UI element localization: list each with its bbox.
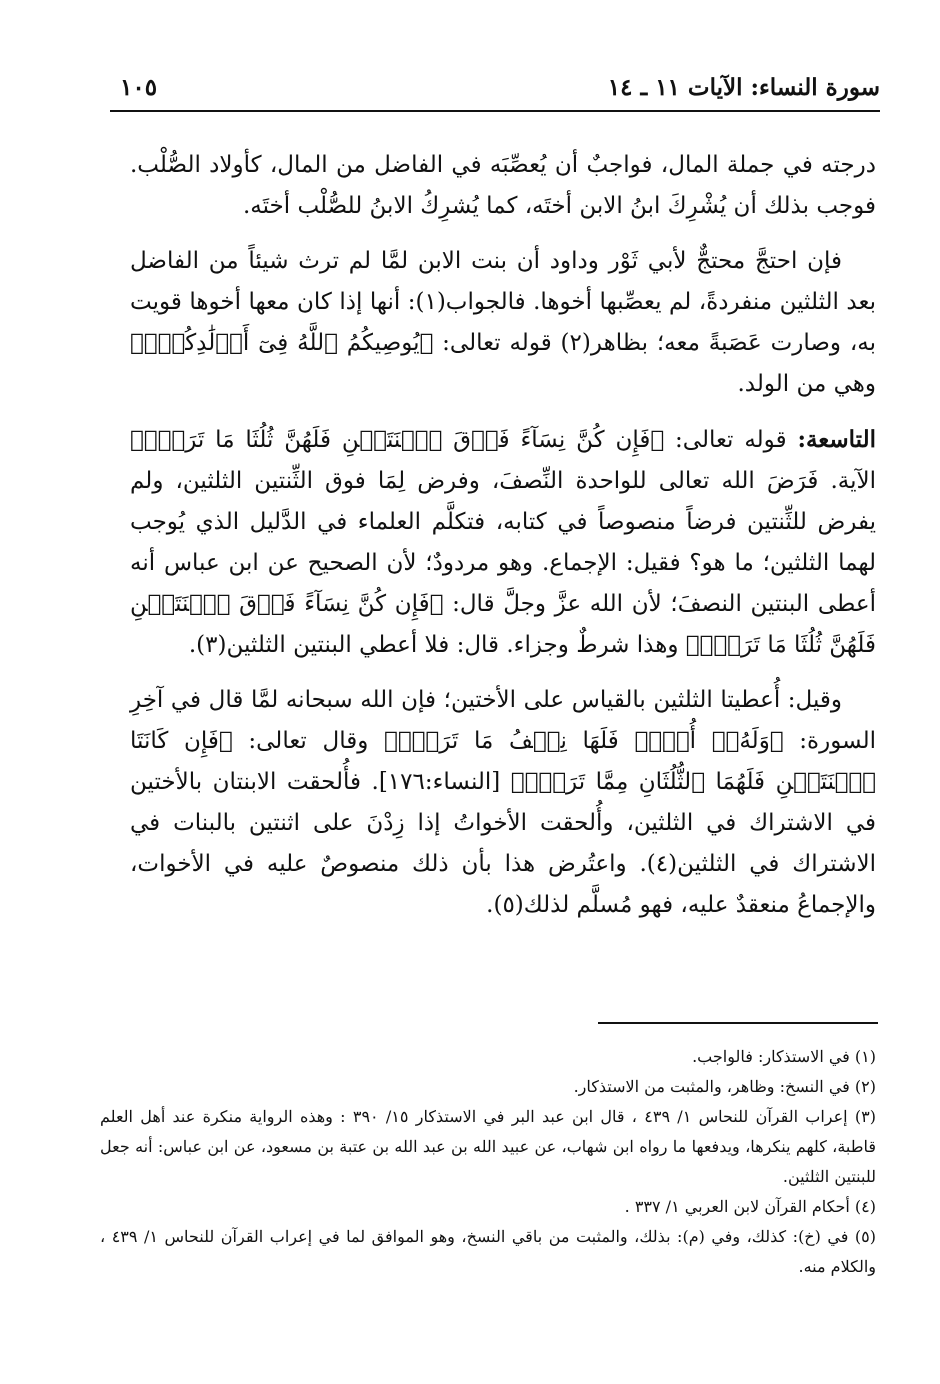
paragraph-1: درجته في جملة المال، فواجبٌ أن يُعصِّبَه في الفاضل من المال، كأولاد الصُّلْب. فوجب بذلك أن يُشْرِكَ ابنُ الابن أختَه، كما يُشرِكُ الابنُ للصُّلْب أختَه.: [130, 152, 876, 219]
footnotes: [100, 1042, 876, 1282]
paragraph-2: فإن احتجَّ محتجٌّ لأبي ثَوْر وداود أن بنت الابن لمَّا لم ترث شيئاً من الفاضل بعد الثلثين منفردةً، لم يعصِّبها أخوها. فالجواب(١): أنها إذا كان معها أخوها قويت به، وصارت عَصَبةً معه؛ بظاهر(٢) قوله تعالى: ﴿يُوصِيكُمُ ٱللَّهُ فِىٓ أَوۡلَٰدِكُمۡۖ﴾ وهي من الولد.: [130, 248, 876, 397]
footnote-1: (١) في الاستذكار: فالواجب.: [692, 1047, 876, 1066]
running-header: [110, 70, 880, 112]
paragraph-3-text: قوله تعالى: ﴿فَإِن كُنَّ نِسَآءً فَوۡقَ ٱثۡنَتَيۡنِ فَلَهُنَّ ثُلُثَا مَا تَرَكَۖ﴾ الآية. فَرَضَ الله تعالى للواحدة النِّصفَ، وفرض لِمَا فوق الثِّنتين الثلثين، ولم يفرض للثِّنتين فرضاً منصوصاً في كتابه، فتكلَّم العلماء في الدَّليل الذي يُوجب لهما الثلثين؛ ما هو؟ فقيل: الإجماع. وهو مردودٌ؛ لأن الصحيح عن ابن عباس أنه أعطى البنتين النصفَ؛ لأن الله عزَّ وجلَّ قال: ﴿فَإِن كُنَّ نِسَآءً فَوۡقَ ٱثۡنَتَيۡنِ فَلَهُنَّ ثُلُثَا مَا تَرَكَۖ﴾ وهذا شرطٌ وجزاء. قال: فلا أعطي البنتين الثلثين(٣).: [130, 427, 876, 658]
paragraph-3-lead: التاسعة:: [797, 426, 876, 453]
footnote-4: (٤) أحكام القرآن لابن العربي ١/ ٣٣٧ .: [624, 1197, 876, 1216]
footnote-5: (٥) في (خ): كذلك، وفي (م): بذلك، والمثبت من باقي النسخ، وهو الموافق لما في إعراب القرآن للنحاس ١/ ٤٣٩ ، والكلام منه.: [100, 1227, 876, 1276]
footnote-2: (٢) في النسخ: وظاهر، والمثبت من الاستذكار.: [573, 1077, 876, 1096]
paragraph-3: [130, 419, 876, 666]
paragraph-4: وقيل: أُعطيتا الثلثين بالقياس على الأختين؛ فإن الله سبحانه لمَّا قال في آخِرِ السورة: ﴿وَلَهُۥٓ أُخۡتٞ فَلَهَا نِصۡفُ مَا تَرَكَۚ﴾ وقال تعالى: ﴿فَإِن كَانَتَا ٱثۡنَتَيۡنِ فَلَهُمَا ٱلثُّلُثَانِ مِمَّا تَرَكَۚ﴾ [النساء:١٧٦]. فأُلحقت الابنتان بالأختين في الاشتراك في الثلثين، وأُلحقت الأخواتُ إذا زِدْنَ على اثنتين بالبنات في الاشتراك في الثلثين(٤). واعتُرض هذا بأن ذلك منصوصٌ عليه في الأخوات، والإجماعُ منعقدٌ عليه، فهو مُسلَّم لذلك(٥).: [130, 687, 876, 918]
page-number: ١٠٥: [120, 74, 158, 101]
header-title: سورة النساء: الآيات ١١ ـ ١٤: [607, 74, 880, 101]
footnote-separator: [598, 1022, 878, 1024]
main-text: [130, 145, 876, 940]
footnote-3: (٣) إعراب القرآن للنحاس ١/ ٤٣٩ ، قال ابن عبد البر في الاستذكار ١٥/ ٣٩٠ : وهذه الرواية منكرة عند أهل العلم قاطبة، كلهم ينكرها، ويدفعها ما رواه ابن شهاب، عن عبيد الله بن عبد الله بن عتبة بن مسعود، عن ابن عباس: أنه جعل للبنتين الثلثين.: [100, 1107, 876, 1186]
